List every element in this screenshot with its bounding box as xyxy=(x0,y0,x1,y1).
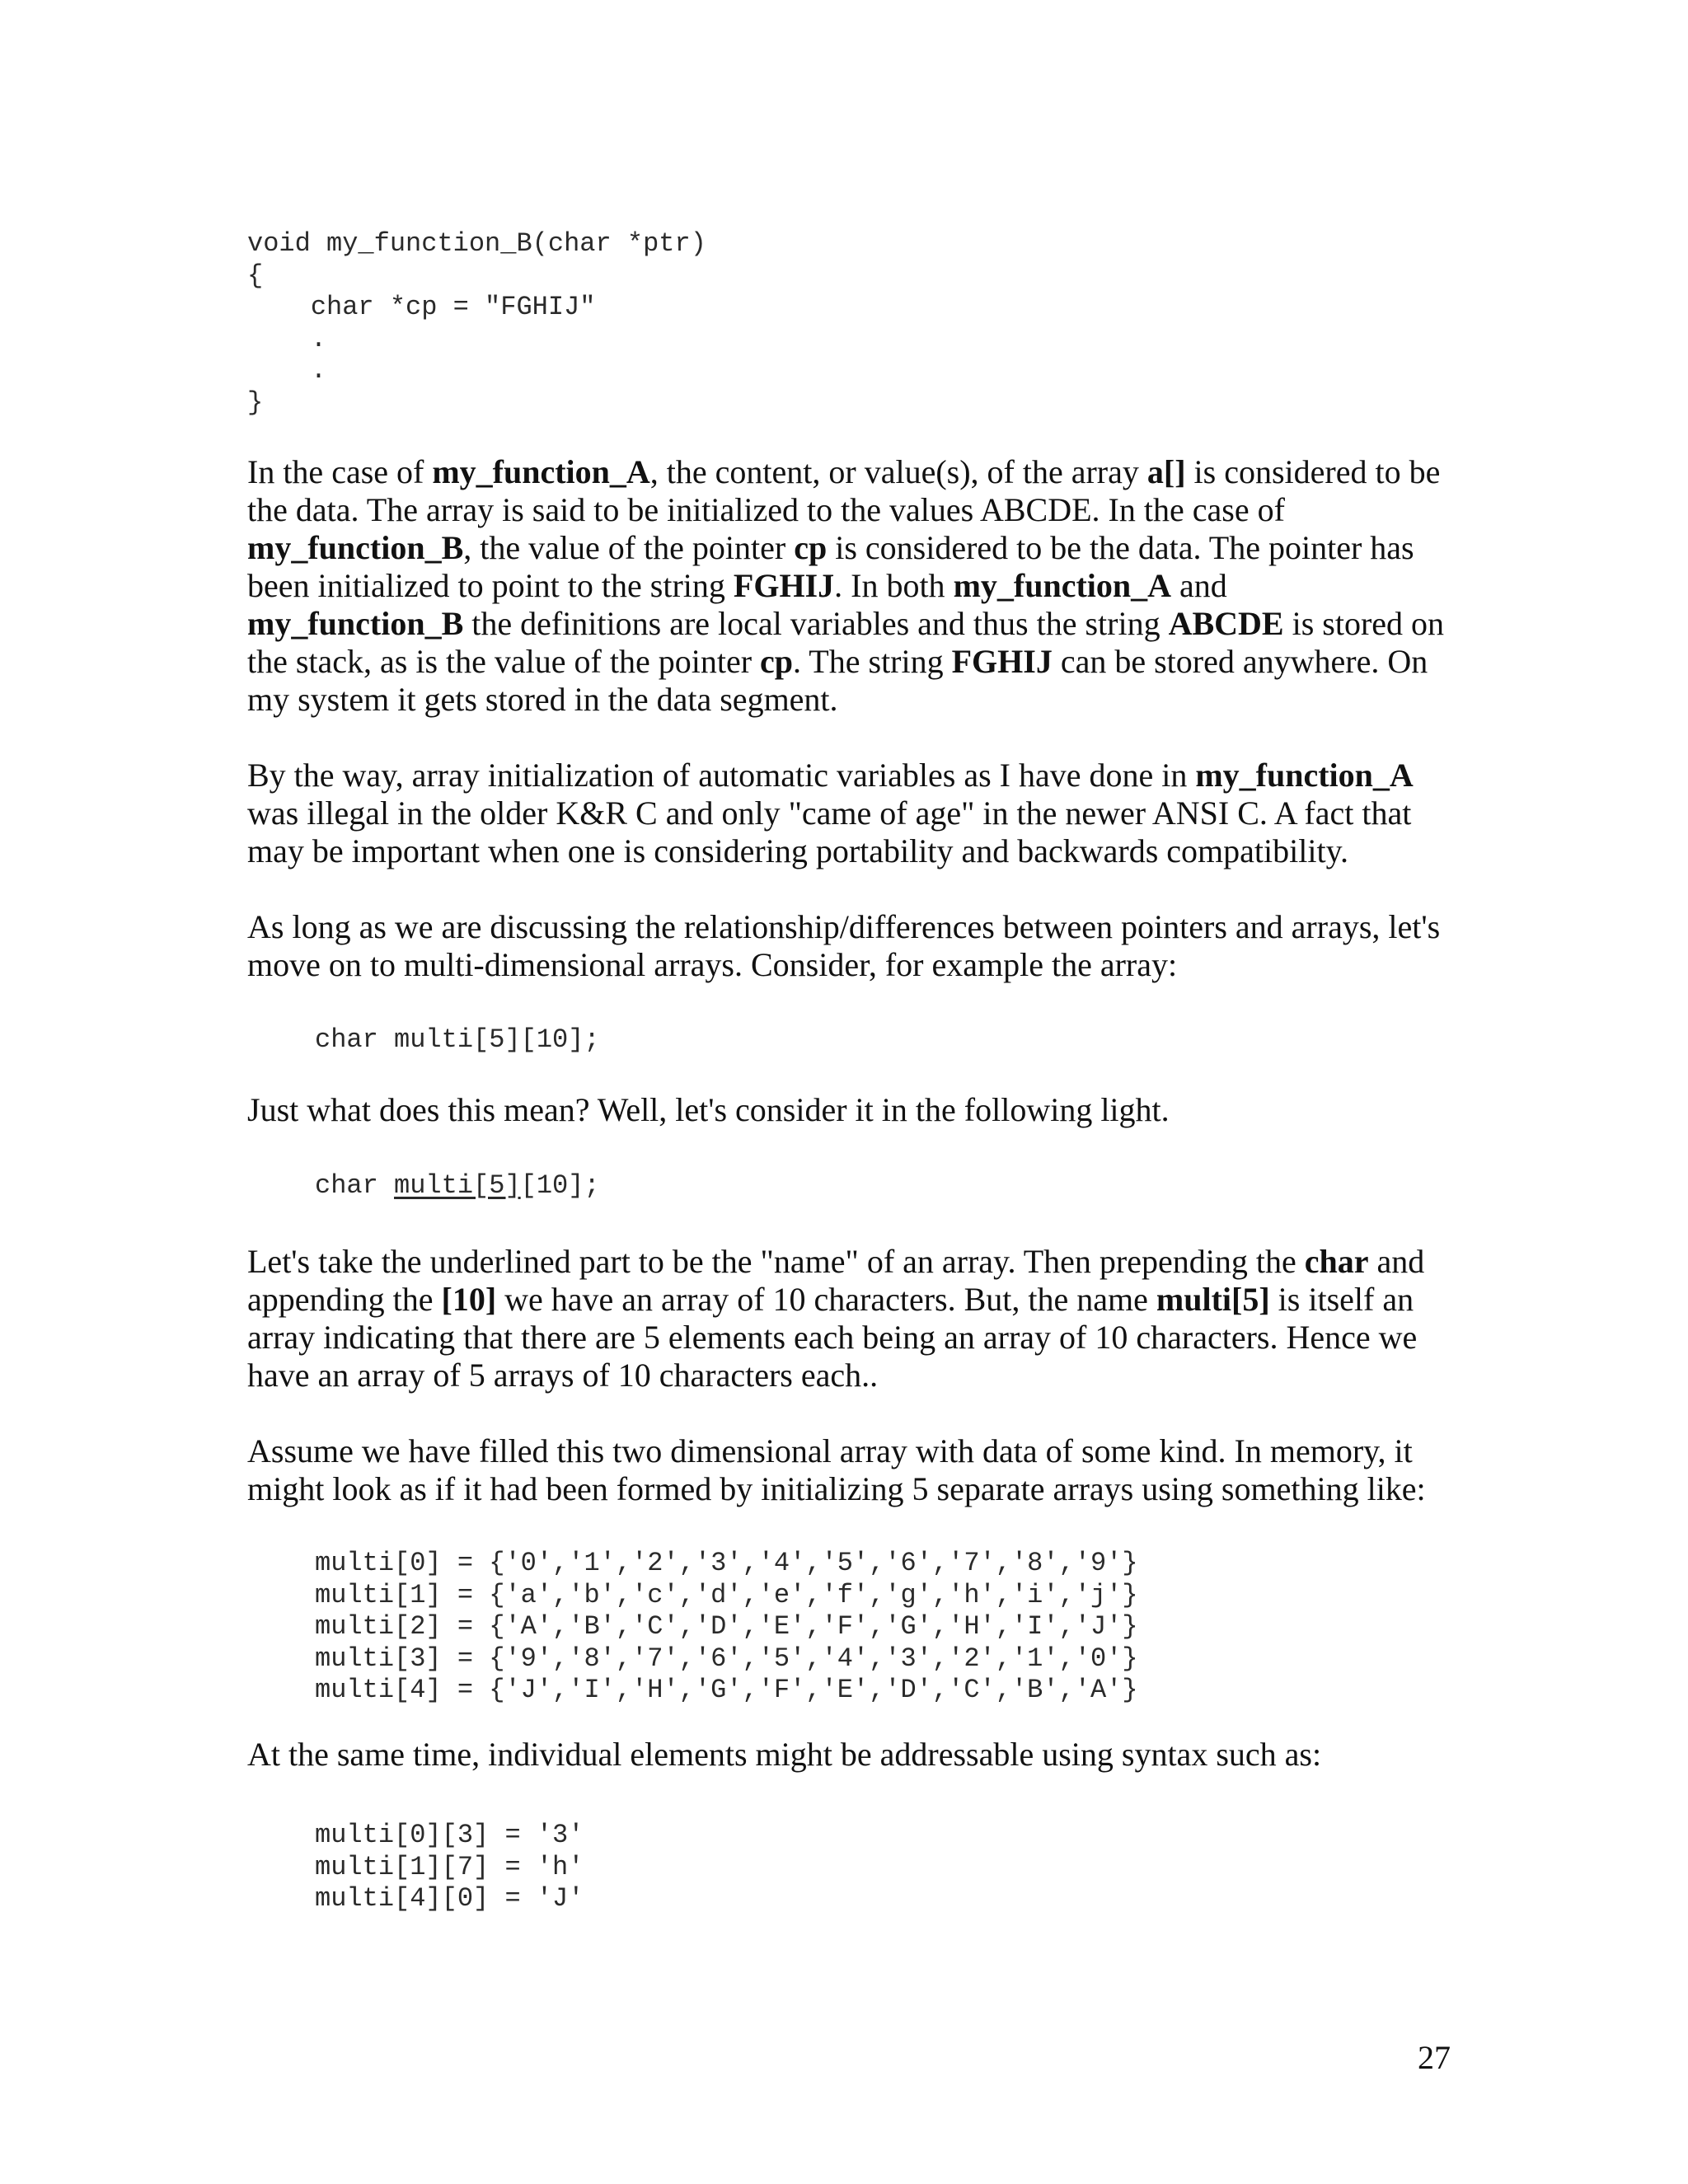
paragraph-function-data xyxy=(247,453,1451,719)
text-run: , the content, or value(s), of the array xyxy=(649,453,1147,490)
code-suffix: [10]; xyxy=(520,1170,600,1201)
text-run: was illegal in the older K&R C and only "came of age" in the newer ANSI C. A fact that may be important when one is considering portability and backwards compatibility. xyxy=(247,794,1412,869)
bold-term: multi[5] xyxy=(1156,1281,1270,1318)
bold-term: cp xyxy=(794,529,828,566)
code-line: multi[0][3] = '3' xyxy=(315,1820,584,1850)
bold-term: ABCDE xyxy=(1168,605,1284,642)
paragraph-memory-layout xyxy=(247,1432,1451,1508)
code-line: { xyxy=(247,260,264,291)
code-block-multi-rows xyxy=(315,1548,1138,1707)
code-line: multi[0] = {'0','1','2','3','4','5','6','7','8','9'} xyxy=(315,1548,1138,1578)
code-line: . xyxy=(247,355,327,386)
code-line: multi[1][7] = 'h' xyxy=(315,1851,584,1882)
bold-term: FGHIJ xyxy=(733,567,835,604)
paragraph-array-initialization xyxy=(247,757,1451,870)
code-line: multi[2] = {'A','B','C','D','E','F','G','H','I','J'} xyxy=(315,1611,1138,1642)
bold-term: my_function_B xyxy=(247,529,464,566)
text-run: Let's take the underlined part to be the "name" of an array. Then prepending the xyxy=(247,1243,1305,1280)
text-run: and appending the xyxy=(247,1243,1425,1318)
bold-term: FGHIJ xyxy=(951,643,1053,680)
paragraph-element-addressing xyxy=(247,1736,1451,1774)
text-run: is stored on the stack, as is the value of the pointer xyxy=(247,605,1445,680)
bold-term: my_function_A xyxy=(953,567,1172,604)
text-run: In the case of xyxy=(247,453,433,490)
text-run: . In both xyxy=(834,567,954,604)
text-run: Assume we have filled this two dimensional array with data of some kind. In memory, it might look as if it had been formed by initializing 5 separate arrays using something like: xyxy=(247,1432,1426,1507)
text-run: , the value of the pointer xyxy=(463,529,795,566)
text-run: As long as we are discussing the relationship/differences between pointers and arrays, let's move on to multi-dimensional arrays. Consider, for example the array: xyxy=(247,908,1441,983)
page-number: 27 xyxy=(1418,2039,1451,2076)
bold-term: a[] xyxy=(1146,453,1186,490)
bold-term: my_function_A xyxy=(432,453,650,490)
code-line: void my_function_B(char *ptr) xyxy=(247,228,706,259)
bold-term: my_function_B xyxy=(247,605,464,642)
paragraph-underlined-name xyxy=(247,1243,1451,1394)
text-run: At the same time, individual elements might be addressable using syntax such as: xyxy=(247,1736,1322,1773)
text-run: Just what does this mean? Well, let's consider it in the following light. xyxy=(247,1091,1170,1128)
code-line: multi[4] = {'J','I','H','G','F','E','D','C','B','A'} xyxy=(315,1675,1138,1705)
text-run: By the way, array initialization of automatic variables as I have done in xyxy=(247,757,1196,794)
text-run: is considered to be the data. The array is said to be initialized to the values ABCDE. In the case of xyxy=(247,453,1441,528)
text-run: the definitions are local variables and thus the string xyxy=(463,605,1169,642)
code-line: multi[3] = {'9','8','7','6','5','4','3','2','1','0'} xyxy=(315,1643,1138,1674)
code-line-multi-declaration: char multi[5][10]; xyxy=(315,1024,600,1055)
paragraph-what-does-this-mean xyxy=(247,1091,1451,1129)
code-line: } xyxy=(247,387,264,418)
text-run: and xyxy=(1171,567,1227,604)
paragraph-multi-dimensional-intro xyxy=(247,908,1451,984)
bold-term: my_function_A xyxy=(1195,757,1414,794)
code-block-element-access xyxy=(315,1820,584,1915)
code-line: multi[1] = {'a','b','c','d','e','f','g','h','i','j'} xyxy=(315,1579,1138,1610)
code-line: . xyxy=(247,323,327,354)
bold-term: cp xyxy=(760,643,794,680)
code-line-multi-underlined xyxy=(315,1170,600,1202)
text-run: . The string xyxy=(793,643,952,680)
code-block-my-function-b xyxy=(247,228,706,419)
code-prefix: char xyxy=(315,1170,395,1201)
text-run: we have an array of 10 characters. But, the name xyxy=(496,1281,1156,1318)
text-run: is considered to be the data. The pointer has been initialized to point to the string xyxy=(247,529,1414,604)
text-run: can be stored anywhere. On my system it gets stored in the data segment. xyxy=(247,643,1428,718)
bold-term: [10] xyxy=(441,1281,497,1318)
code-underlined-name: multi[5] xyxy=(394,1170,521,1201)
code-line: multi[4][0] = 'J' xyxy=(315,1883,584,1914)
text-run: is itself an array indicating that there are 5 elements each being an array of 10 characters. Hence we have an array of 5 arrays of 10 characters each.. xyxy=(247,1281,1418,1394)
bold-term: char xyxy=(1304,1243,1369,1280)
code-line: char *cp = "FGHIJ" xyxy=(247,292,596,322)
